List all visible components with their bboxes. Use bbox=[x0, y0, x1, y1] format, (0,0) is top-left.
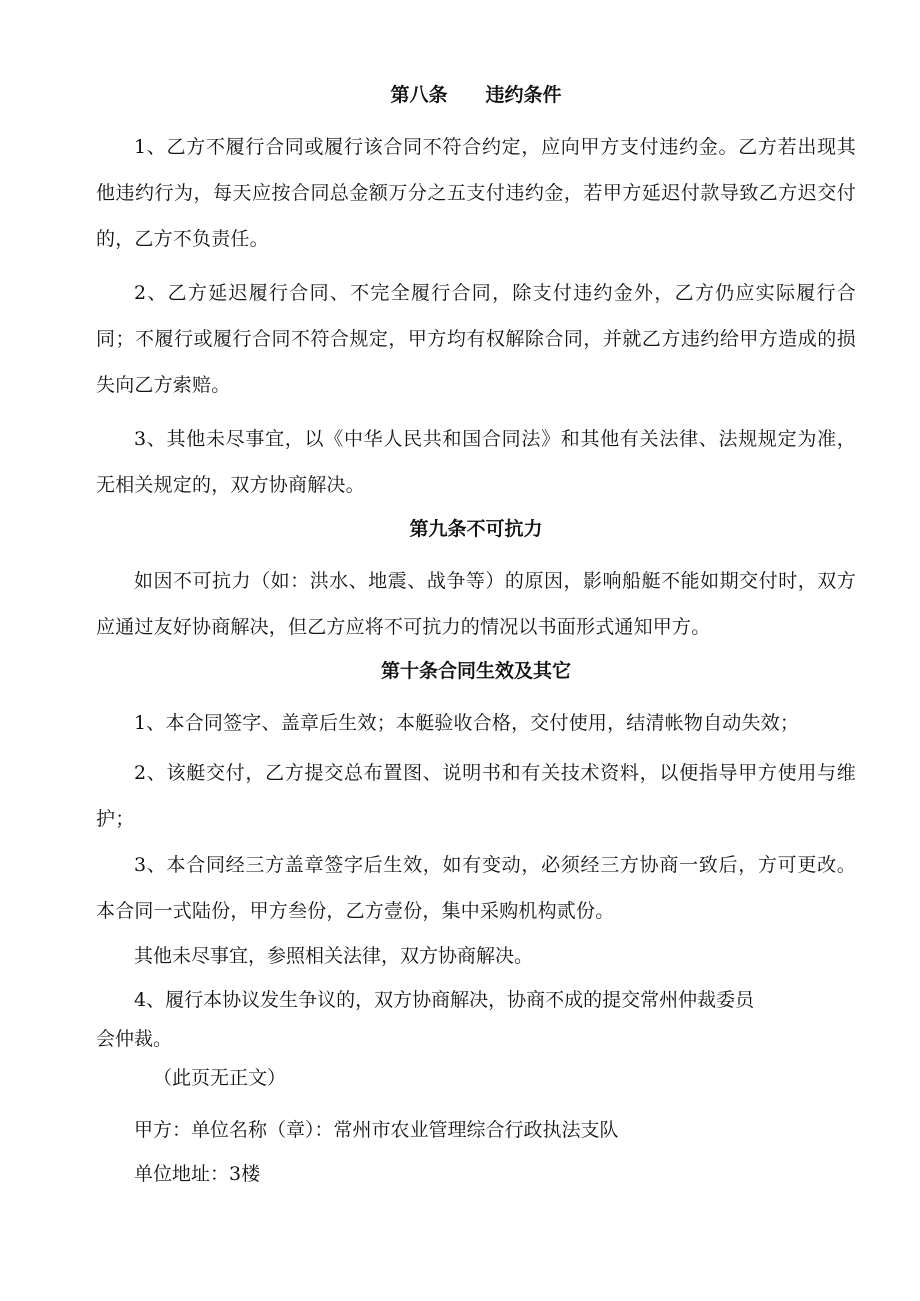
article-10-clause-2: 2、该艇交付，乙方提交总布置图、说明书和有关技术资料，以便指导甲方使用与维护； bbox=[96, 762, 856, 830]
article-10-clause-3: 3、本合同经三方盖章签字后生效，如有变动，必须经三方协商一致后，方可更改。本合同一式陆份，甲方叁份，乙方壹份，集中采购机构贰份。 bbox=[96, 854, 856, 922]
article-8-heading: 第八条 违约条件 bbox=[390, 84, 562, 106]
party-a-address: 单位地址：3楼 bbox=[134, 1163, 261, 1185]
party-a-name: 甲方：单位名称（章）：常州市农业管理综合行政执法支队 bbox=[134, 1119, 619, 1141]
article-9-paragraph: 如因不可抗力（如：洪水、地震、战争等）的原因，影响船艇不能如期交付时，双方应通过友好协商解决，但乙方应将不可抗力的情况以书面形式通知甲方。 bbox=[96, 570, 856, 638]
article-10-heading: 第十条合同生效及其它 bbox=[380, 660, 571, 682]
document-page bbox=[96, 78, 856, 1196]
article-8-clause-2: 2、乙方延迟履行合同、不完全履行合同，除支付违约金外，乙方仍应实际履行合同；不履行或履行合同不符合规定，甲方均有权解除合同，并就乙方违约给甲方造成的损失向乙方索赔。 bbox=[96, 282, 856, 396]
article-8-clause-3: 3、其他未尽事宜，以《中华人民共和国合同法》和其他有关法律、法规规定为准，无相关规定的，双方协商解决。 bbox=[96, 428, 856, 496]
article-9-heading: 第九条不可抗力 bbox=[409, 518, 543, 540]
article-10-clause-4-line-2: 会仲裁。 bbox=[96, 1028, 173, 1050]
article-8-clause-1: 1、乙方不履行合同或履行该合同不符合约定，应向甲方支付违约金。乙方若出现其他违约行为，每天应按合同总金额万分之五支付违约金，若甲方延迟付款导致乙方迟交付的，乙方不负责任。 bbox=[96, 136, 856, 250]
article-10-clause-4-line-1: 4、履行本协议发生争议的，双方协商解决，协商不成的提交常州仲裁委员 bbox=[134, 989, 755, 1011]
no-text-note: （此页无正文） bbox=[153, 1067, 287, 1089]
article-10-clause-1: 1、本合同签字、盖章后生效；本艇验收合格，交付使用，结清帐物自动失效； bbox=[134, 712, 800, 734]
article-10-other-matters: 其他未尽事宜，参照相关法律，双方协商解决。 bbox=[134, 945, 534, 967]
